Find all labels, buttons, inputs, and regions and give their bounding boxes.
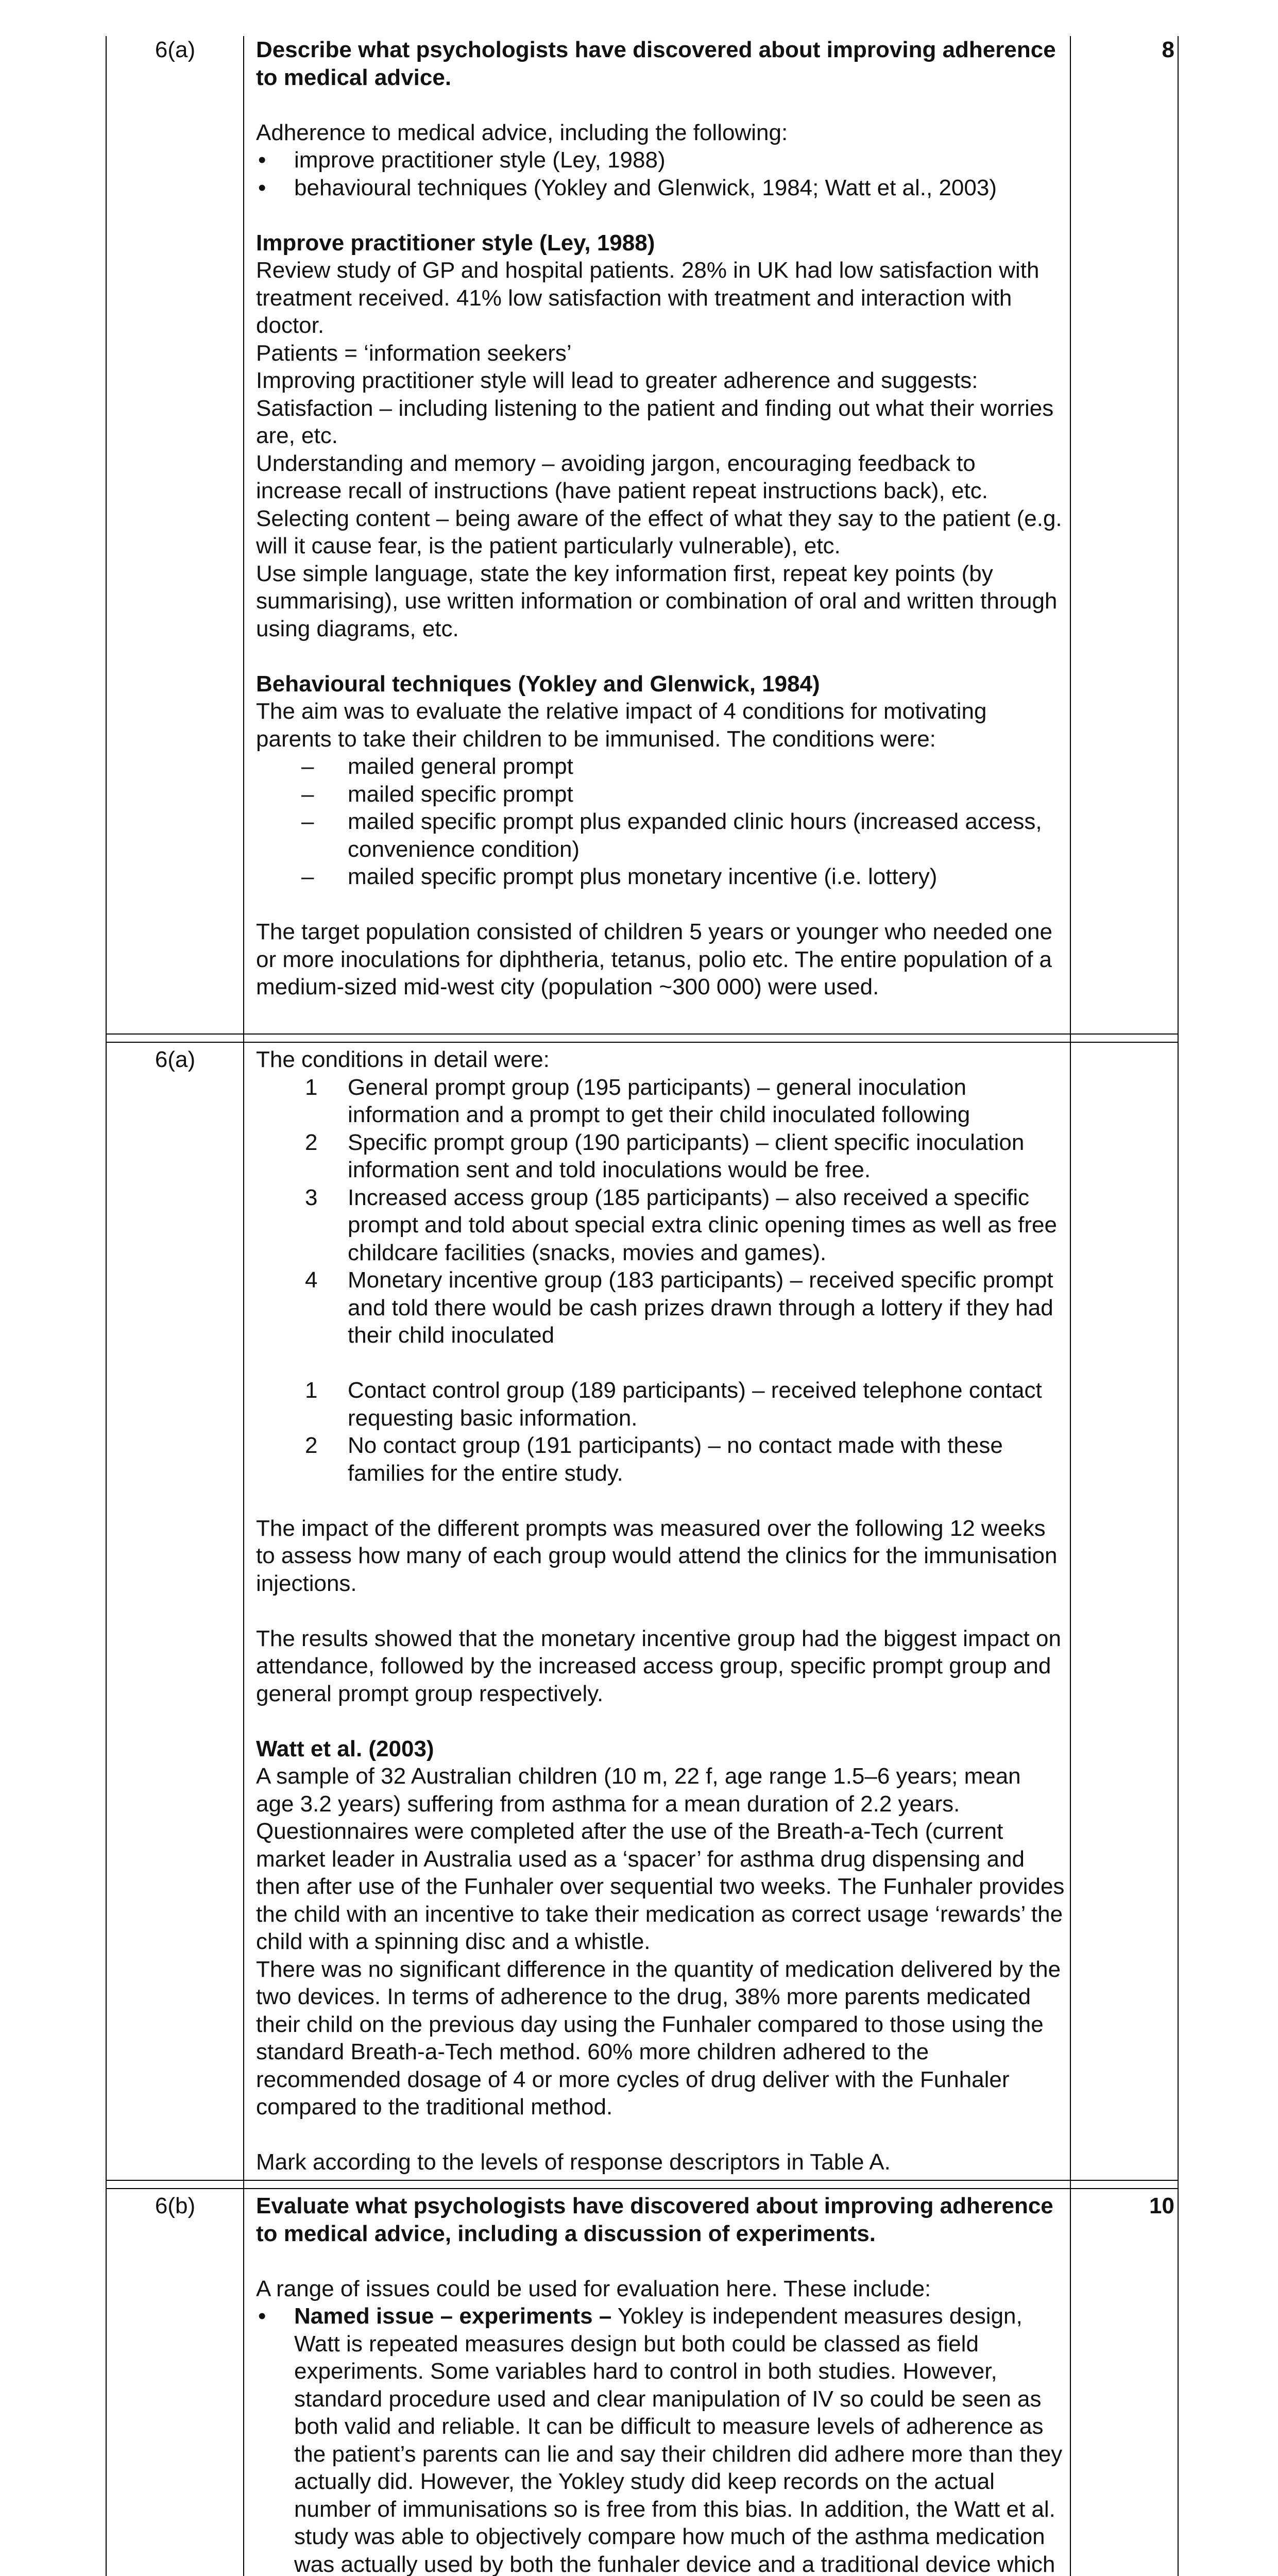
watt-line: A sample of 32 Australian children (10 m, 22 f, age range 1.5–6 years; mean age 3.2 years) suffering from asthma for a mean duration of 2.2 years. Questionnaires were completed after the use of the Breath-a-Tech (current market leader in Australia used as a ‘spacer’ for asthma drug dispensing and then after use of the Funhaler over sequential two weeks. The Funhaler provides the child with an incentive to take their medication as correct usage ‘rewards’ the child with a spinning disc and a whistle. — [256, 1764, 1065, 1954]
condition-item — [256, 808, 1065, 863]
bullet-item: • behavioural techniques (Yokley and Glenwick, 1984; Watt et al., 2003) — [256, 174, 1065, 202]
ley-line: Selecting content – being aware of the effect of what they say to the patient (e.g. will it cause fear, is the patient particularly vulnerable), etc. — [256, 505, 1062, 558]
condition-item — [256, 781, 1065, 808]
impact-text: The impact of the different prompts was measured over the following 12 weeks to assess how many of each group would attend the clinics for the immunisation injections. — [256, 1515, 1058, 1596]
group-number: 4 — [305, 1267, 318, 1293]
watt-line: There was no significant difference in the quantity of medication delivered by the two devices. In terms of adherence to the drug, 38% more parents medicated their child on the previous day using the Funhaler compared to those using the standard Breath-a-Tech method. 60% more children adhered to the recommended dosage of 4 or more cycles of drug deliver with the Funhaler compared to the traditional method. — [256, 1956, 1061, 2120]
group-text: Increased access group (185 participants) – also received a specific prompt and told about special extra clinic opening times as well as free childcare facilities (snacks, movies and games). — [348, 1184, 1057, 1265]
group-item — [256, 1184, 1065, 1267]
results-text: The results showed that the monetary incentive group had the biggest impact on attendance, followed by the increased access group, specific prompt group and general prompt group respectively. — [256, 1625, 1061, 1706]
group-number: 2 — [305, 1129, 318, 1155]
group-number: 2 — [305, 1433, 318, 1458]
question-number: 6(b) — [155, 2193, 196, 2218]
group-item — [256, 1074, 1065, 1129]
named-issue-text: Yokley is independent measures design, Watt is repeated measures design but both could be classed as field experiments. Some variables hard to control in both studies. However, standard procedure used and clear manipulation of IV so could be seen as both valid and reliable. It can be difficult to measure levels of adherence as the patient’s parents can lie and say their children did adhere more than they actually did. However, the Yokley study did keep records on the actual number of immunisations so is free from this bias. In addition, the Watt et al. study was able to objectively compare how much of the asthma medication was actually used by both the funhaler device and a traditional device which — [294, 2303, 1063, 2576]
intro-text: A range of issues could be used for evaluation here. These include: — [256, 2276, 931, 2301]
group-item — [256, 1266, 1065, 1349]
ley-line: Improving practitioner style will lead to greater adherence and suggests: — [256, 368, 978, 393]
group-item — [256, 1129, 1065, 1184]
answer-content — [256, 1046, 1065, 2176]
table-left-border — [106, 36, 107, 2576]
ley-line: Satisfaction – including listening to the patient and finding out what their worries are, etc. — [256, 395, 1054, 448]
yokley-intro: The aim was to evaluate the relative impact of 4 conditions for motivating parents to take their children to be immunised. The conditions were: — [256, 699, 987, 752]
row-divider — [106, 1033, 1179, 1035]
marks-value: 10 — [1149, 2193, 1174, 2218]
condition-text: mailed specific prompt plus monetary incentive (i.e. lottery) — [348, 864, 938, 889]
condition-text: mailed specific prompt plus expanded clinic hours (increased access, convenience condition) — [348, 809, 1042, 862]
group-text: No contact group (191 participants) – no contact made with these families for the entire study. — [348, 1433, 1003, 1486]
group-text: General prompt group (195 participants) – general inoculation information and a prompt to get their child inoculated following — [348, 1074, 970, 1127]
dash-marker: – — [301, 809, 314, 834]
section-heading-watt: Watt et al. (2003) — [256, 1736, 434, 1761]
column-divider-marks — [1070, 36, 1071, 2576]
condition-item — [256, 863, 1065, 891]
named-issue-item — [256, 2302, 1065, 2576]
question-heading: Evaluate what psychologists have discovered about improving adherence to medical advice, including a discussion of experiments. — [256, 2193, 1053, 2246]
target-population-text: The target population consisted of children 5 years or younger who needed one or more inoculations for diphtheria, tetanus, polio etc. The entire population of a medium-sized mid-west city (population ~300 000) were used. — [256, 919, 1052, 999]
group-text: Monetary incentive group (183 participants) – received specific prompt and told there would be cash prizes drawn through a lottery if they had their child inoculated — [348, 1267, 1053, 1348]
group-item — [256, 1432, 1065, 1487]
ley-line: Use simple language, state the key information first, repeat key points (by summarising), use written information or combination of oral and written through using diagrams, etc. — [256, 561, 1058, 641]
ley-line: Review study of GP and hospital patients. 28% in UK had low satisfaction with treatment received. 41% low satisfaction with treatment and interaction with doctor. — [256, 258, 1040, 338]
ley-line: Patients = ‘information seekers’ — [256, 340, 572, 366]
group-number: 3 — [305, 1184, 318, 1210]
answer-content — [256, 2192, 1065, 2576]
ley-line: Understanding and memory – avoiding jargon, encouraging feedback to increase recall of instructions (have patient repeat instructions back), etc. — [256, 450, 988, 503]
row-divider — [106, 1042, 1179, 1043]
section-heading-yokley: Behavioural techniques (Yokley and Glenwick, 1984) — [256, 671, 820, 697]
question-number: 6(a) — [155, 37, 196, 62]
dash-marker: – — [301, 781, 314, 807]
question-heading: Describe what psychologists have discovered about improving adherence to medical advice. — [256, 37, 1056, 90]
bullet-item: • improve practitioner style (Ley, 1988) — [256, 146, 1065, 174]
group-number: 1 — [305, 1074, 318, 1100]
section-heading-ley: Improve practitioner style (Ley, 1988) — [256, 230, 655, 256]
intro-text: The conditions in detail were: — [256, 1047, 550, 1072]
answer-content — [256, 36, 1065, 1001]
condition-item — [256, 753, 1065, 781]
marks-value: 8 — [1162, 37, 1174, 62]
intro-text: Adherence to medical advice, including the following: — [256, 120, 788, 145]
group-text: Specific prompt group (190 participants) – client specific inoculation information sent and told inoculations would be free. — [348, 1129, 1025, 1182]
column-divider-question — [243, 36, 244, 2576]
group-item — [256, 1377, 1065, 1432]
row-divider — [106, 2188, 1179, 2189]
condition-text: mailed specific prompt — [348, 781, 573, 807]
question-number: 6(a) — [155, 1047, 196, 1072]
group-number: 1 — [305, 1378, 318, 1403]
dash-marker: – — [301, 864, 314, 889]
condition-text: mailed general prompt — [348, 754, 573, 779]
row-divider — [106, 2180, 1179, 2181]
named-issue-label: Named issue – experiments – — [294, 2303, 612, 2329]
mark-note: Mark according to the levels of response descriptors in Table A. — [256, 2149, 891, 2175]
dash-marker: – — [301, 754, 314, 779]
table-right-border — [1178, 36, 1179, 2576]
group-text: Contact control group (189 participants) – received telephone contact requesting basic information. — [348, 1378, 1042, 1431]
